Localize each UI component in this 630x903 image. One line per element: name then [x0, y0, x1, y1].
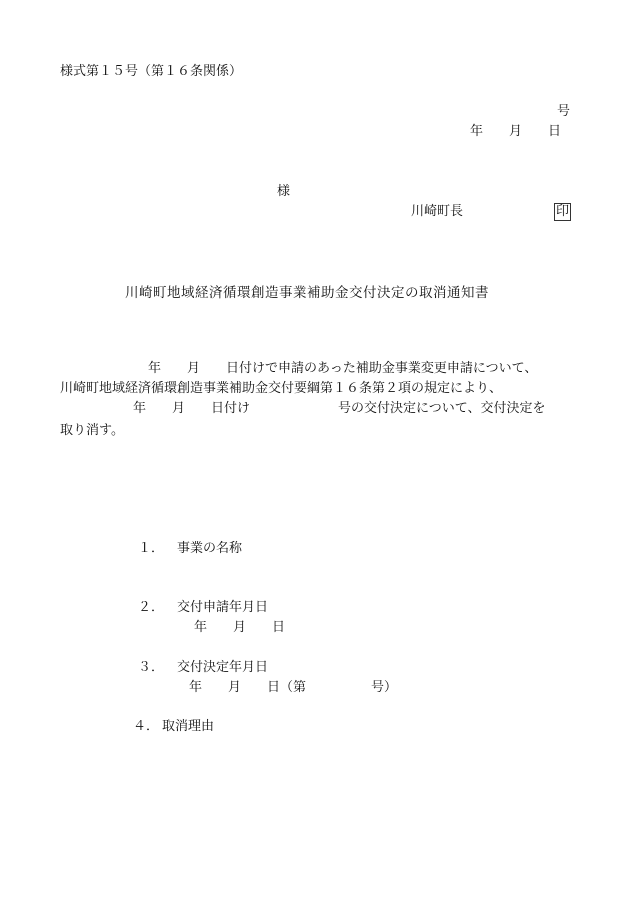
form-number: 様式第１５号（第１６条関係） — [60, 64, 243, 79]
body-line-2: 川崎町地域経済循環創造事業補助金交付要綱第１６条第２項の規定により、 — [60, 381, 503, 396]
body-line-3-rest: 号の交付決定について、交付決定を — [338, 401, 546, 416]
item-3-value: 年 月 日（第 号） — [189, 680, 398, 695]
item-2-label: 交付申請年月日 — [177, 600, 269, 615]
item-2-value: 年 月 日 — [194, 620, 286, 635]
item-3-number: ３． — [138, 660, 165, 675]
body-line-3-date: 年 月 日付け — [133, 401, 251, 416]
item-4-number: ４． — [133, 719, 160, 734]
document-date: 年 月 日 — [470, 124, 562, 139]
issuer-name: 川崎町長 — [411, 204, 464, 219]
item-1-number: １． — [138, 541, 165, 556]
document-number-label: 号 — [557, 104, 571, 119]
body-line-1: 年 月 日付けで申請のあった補助金事業変更申請について、 — [148, 361, 538, 376]
body-line-4: 取り消す。 — [60, 423, 124, 438]
document-title: 川崎町地域経済循環創造事業補助金交付決定の取消通知書 — [125, 285, 489, 301]
item-2-number: ２． — [138, 600, 165, 615]
item-4-label: 取消理由 — [162, 719, 215, 734]
item-1-label: 事業の名称 — [177, 541, 243, 556]
seal-mark: 印 — [556, 204, 570, 219]
item-3-label: 交付決定年月日 — [177, 660, 269, 675]
addressee-suffix: 様 — [277, 184, 291, 199]
